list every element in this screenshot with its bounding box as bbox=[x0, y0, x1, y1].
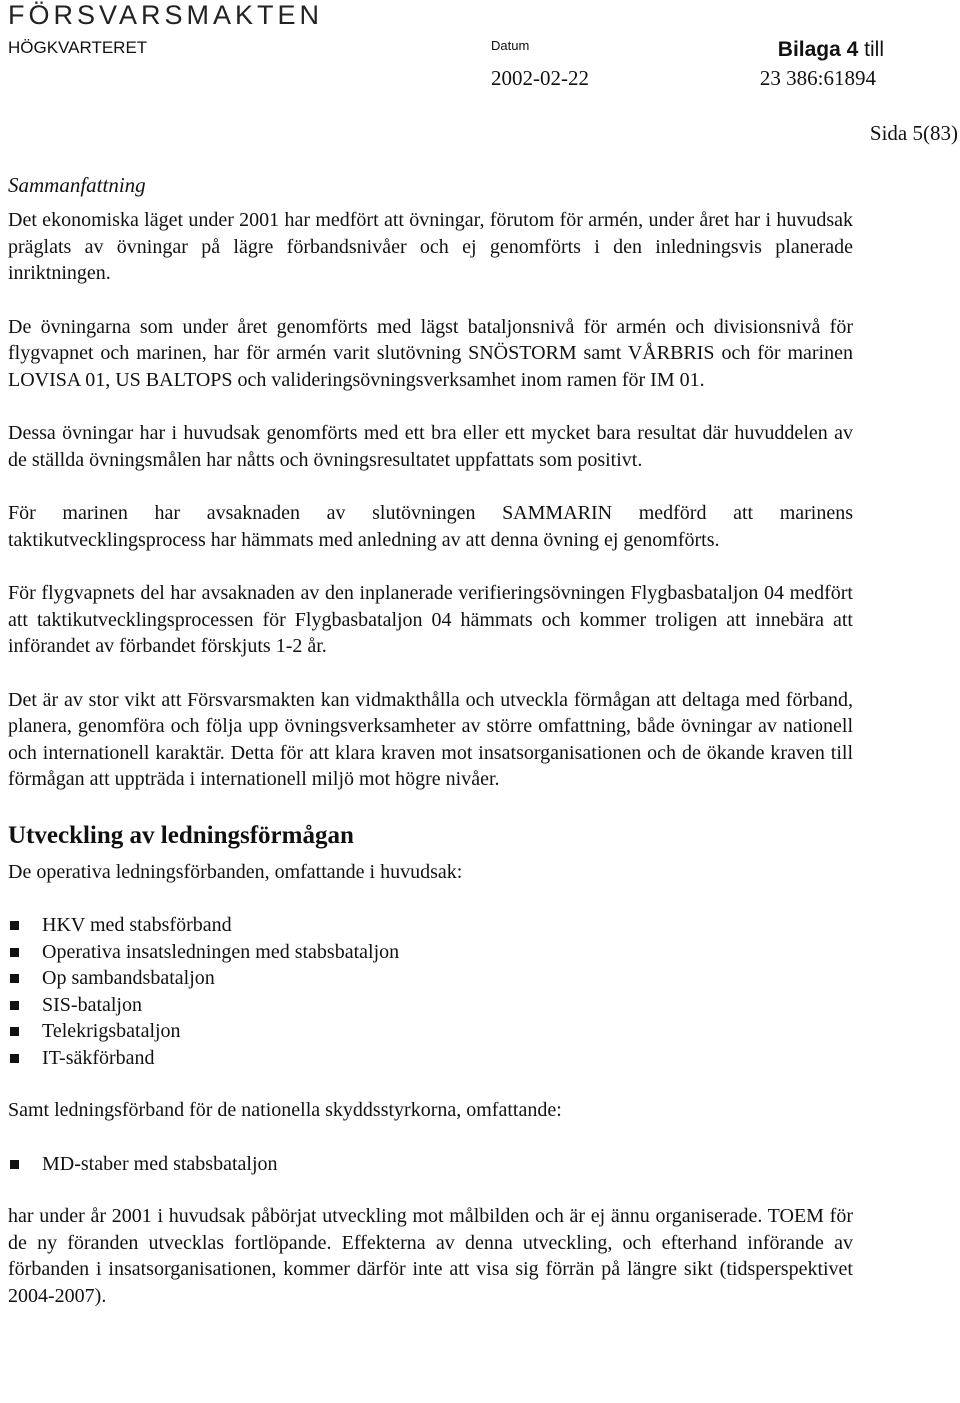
list-item-label: Telekrigsbataljon bbox=[42, 1020, 181, 1042]
paragraph: De övningarna som under året genomförts med lägst bataljonsnivå för armén och divisionsnivå för flygvapnet och marinen, har för armén varit slutövning SNÖSTORM samt VÅRBRIS och för marinen LOVISA 01, US BALTOPS och valideringsövningsverksamhet inom ramen för IM 01. bbox=[8, 315, 853, 391]
attachment-label bbox=[778, 38, 884, 62]
bullet-icon bbox=[10, 1027, 19, 1036]
document-date: 2002-02-22 bbox=[491, 66, 589, 90]
list-item bbox=[8, 992, 853, 1019]
list-item bbox=[8, 965, 853, 992]
list-intro: De operativa ledningsförbanden, omfattande i huvudsak: bbox=[8, 860, 463, 883]
document-body bbox=[8, 170, 853, 1336]
organization-logo: FÖRSVARSMAKTEN bbox=[8, 0, 324, 30]
paragraph: har under år 2001 i huvudsak påbörjat utveckling mot målbilden och är ej ännu organiserade. TOEM för de ny föranden utvecklas fortlöpande. Effekterna av denna utveckling, och efterhand införande av förbanden i insatsorganisationen, kommer därför inte att visa sig förrän på längre sikt (tidsperspektivet 2004-2007). bbox=[8, 1205, 853, 1307]
list-item-label: Operativa insatsledningen med stabsbataljon bbox=[42, 940, 400, 963]
paragraph: Det är av stor vikt att Försvarsmakten kan vidmakthålla och utveckla förmågan att deltaga med förband, planera, genomföra och följa upp övningsverksamheter av större omfattning, både övningar av nationell och internationell karaktär. Detta för att klara kraven mot insatsorganisationen och de ökande kraven till förmågan att uppträda i internationell miljö mot högre nivåer. bbox=[8, 688, 853, 790]
bullet-icon bbox=[10, 974, 19, 983]
list-item bbox=[8, 1018, 853, 1045]
bullet-icon bbox=[10, 1054, 19, 1063]
attachment-suffix: till bbox=[858, 38, 884, 61]
section-heading-command-capability: Utveckling av ledningsförmågan bbox=[8, 821, 354, 849]
list-item bbox=[8, 1045, 853, 1072]
list-item-label: MD-staber med stabsbataljon bbox=[42, 1152, 278, 1175]
national-unit-list bbox=[8, 1151, 853, 1178]
date-label: Datum bbox=[491, 38, 530, 53]
list-intro: Samt ledningsförband för de nationella skyddsstyrkorna, omfattande: bbox=[8, 1099, 562, 1121]
paragraph: Dessa övningar har i huvudsak genomförts med ett bra eller ett mycket bara resultat där huvuddelen av de ställda övningsmålen har nåtts och övningsresultatet uppfattats som positivt. bbox=[8, 422, 853, 471]
bullet-icon bbox=[10, 948, 19, 957]
list-item-label: Op sambandsbataljon bbox=[42, 967, 215, 989]
bullet-icon bbox=[10, 921, 19, 930]
bullet-icon bbox=[10, 1160, 19, 1169]
reference-number: 23 386:61894 bbox=[759, 66, 876, 90]
list-item bbox=[8, 912, 853, 939]
list-item-label: IT-säkförband bbox=[42, 1046, 155, 1069]
paragraph: För marinen har avsaknaden av slutövningen SAMMARIN medförd att marinens taktikutvecklingsprocess har hämmats med anledning av att denna övning ej genomförts. bbox=[8, 502, 853, 551]
page-number: Sida 5(83) bbox=[869, 121, 958, 145]
paragraph: För flygvapnets del har avsaknaden av den inplanerade verifieringsövningen Flygbasbataljon 04 medfört att taktikutvecklingsprocessen för Flygbasbataljon 04 hämmats och kommer troligen att innebära att införandet av förbandet förskjuts 1-2 år. bbox=[8, 582, 853, 657]
unit-list bbox=[8, 912, 853, 1071]
bullet-icon bbox=[10, 1001, 19, 1010]
section-heading-summary: Sammanfattning bbox=[8, 173, 146, 197]
attachment-number: Bilaga 4 bbox=[777, 38, 859, 61]
unit-name: HÖGKVARTERET bbox=[8, 38, 148, 57]
paragraph: Det ekonomiska läget under 2001 har medfört att övningar, förutom för armén, under året har i huvudsak präglats av övningar på lägre förbandsnivåer och ej genomförts i den inledningsvis planerade inriktningen. bbox=[8, 209, 853, 284]
list-item-label: HKV med stabsförband bbox=[42, 914, 232, 936]
list-item-label: SIS-bataljon bbox=[42, 993, 142, 1016]
list-item bbox=[8, 1151, 853, 1178]
list-item bbox=[8, 939, 853, 966]
